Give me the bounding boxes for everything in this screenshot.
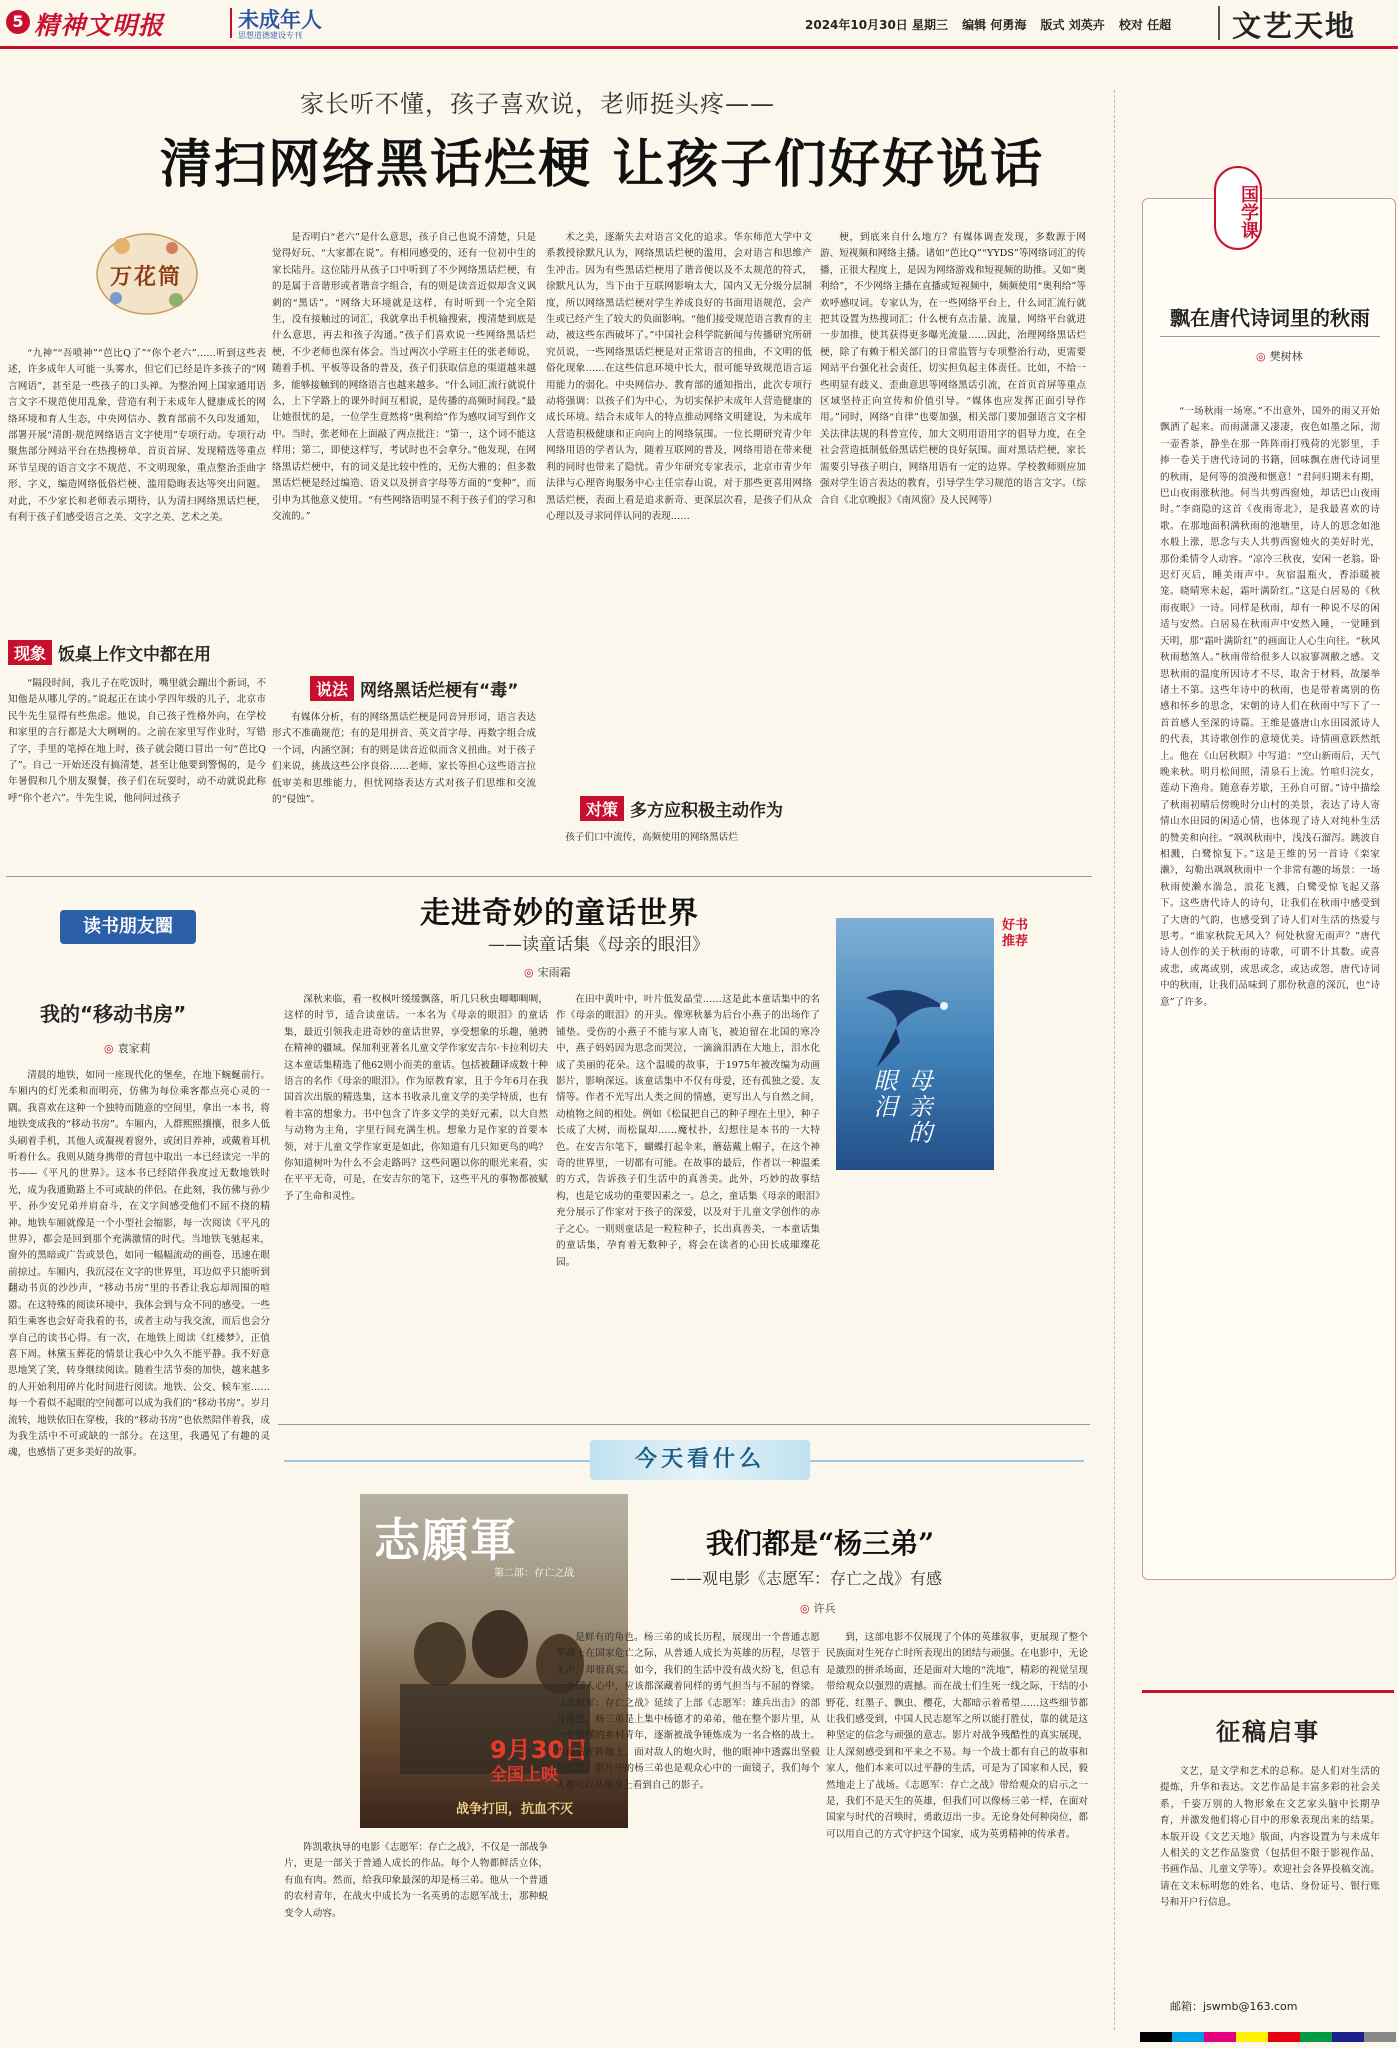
film-poster-slogan: 战争打回，抗血不灭 [456, 1802, 574, 1817]
supplement-name: 未成年人 [238, 8, 322, 32]
book-cover-image [836, 918, 994, 1170]
color-calibration-bar [1140, 2032, 1396, 2042]
lead-bottom-rule [6, 876, 1092, 877]
lead-col1: “九神”“吾喷神”“芭比Q了”“你个老六”……听到这些表述，许多成年人可能一头雾水，但它们已经是许多孩子的“网言网语”，甚至是一些孩子的口头禅。为整治网上国家通用语言文字不规范使用乱象，营造有利于未成年人健康成长的网络环境和育人生态，中央网信办、教育部前不久印发通知，部署开展“清朗·规范网络语言文字使用”专项行动。专项行动聚焦部分网站平台在热搜榜单、首页首屏、发现精选等重点环节呈现的语言文字不规范、不文明现象，重点整治歪曲字形、字义，编造网络低俗烂梗、滥用隐晦表达等突出问题。对此，不少家长和老师表示期待，认为清扫网络黑话烂梗，有利于孩子们感受语言之美、文字之美、艺术之美。 [8, 348, 266, 524]
lead-sub1 [8, 640, 266, 664]
book-recommend-tag [998, 918, 1032, 950]
film-banner: 今天看什么 [590, 1440, 810, 1480]
section-title: 文艺天地 [1232, 9, 1357, 43]
film-poster-date: 9月30日 [490, 1736, 589, 1764]
sub2-tag: 说法 [310, 676, 354, 701]
masthead-info [805, 16, 1171, 33]
film-subtitle: ——观电影《志愿军：存亡之战》有感 [670, 1569, 943, 1588]
masthead [0, 0, 1398, 46]
page-number-badge: 5 [6, 10, 30, 34]
contrib-body: 文艺，是文学和艺术的总称。是人们对生活的提炼，升华和表达。文艺作品是丰富多彩的社会关系，千姿万别的人物形象在文艺家头脑中长期孕育，并激发他们将心目中的形象表现出来的结果。本版开设《文艺天地》版面，内容设置为与未成年人相关的文艺作品鉴赏（包括但不限于影视作品、书画作品、儿童文学等）。欢迎社会各界投稿交流。请在文末标明您的姓名、电话、身份证号、银行账号和开户行信息。 [1160, 1766, 1380, 1909]
book-friend-label: 读书朋友圈 [60, 910, 196, 944]
contrib-title: 征稿启事 [1216, 1718, 1320, 1746]
film-byline: ◎ 许兵 [800, 1602, 836, 1615]
supplement-sub: 思想道德建设专刊 [238, 31, 302, 40]
fairy-rule [278, 1424, 1090, 1425]
kaleidoscope-column-text: 万花筒 [110, 264, 183, 290]
paper-name: 精神文明报 [34, 11, 165, 40]
film-title: 我们都是“杨三弟” [706, 1527, 935, 1560]
contrib-email-line [1170, 1998, 1297, 2014]
fairy-body-a: 深秋来临，看一枚枫叶缓缓飘落，听几只秋虫唧唧啁啁，这样的时节，适合读童话。一本名为《母亲的眼泪》的童话集，最近引领我走进奇妙的童话世界，享受想象的乐趣，驰骋在精神的疆域。保加利亚著名儿童文学作家安吉尔·卡拉利切夫这本童话集精选了他62则小而美的童话。包括被翻译成数十种语言的名作《母亲的眼泪》。作为原教育家，且于今年6月在我国首次出版的精选集，这本书收录儿童文学的美学特质，也有着丰富的想象力。书中包含了许多文学的美好元素，以大自然与动物为主角，字里行间充满生机。想象力是作家的首要本领，对于儿童文学作家更是如此，你知道有几只知更鸟的鸣？你知道树叶为什么不会走路吗？这些问题以你的眼光来看，实在平平无奇，可是，在安吉尔的笔下，这些平凡的事物都被赋予了生命和灵性。 [284, 994, 548, 1202]
lead-col2b: 有媒体分析，有的网络黑话烂梗是同音异形词，语言表达形式不准确规范；有的是用拼音、英文首字母、再数字组合成一个词，内涵空洞；有的则是读音近似而含义扭曲。对于孩子们来说，挑战这些公序良俗……老师、家长等担心这些语言拉低审美和思维能力，担忧网络表达方式对孩子们思维和交流的“侵蚀”。 [272, 712, 536, 806]
designer-credit: 版式 刘英卉 [1040, 18, 1105, 32]
film-body-right: 到，这部电影不仅展现了个体的英雄叙事，更展现了整个民族面对生死存亡时所表现出的团结与顽强。在电影中，无论是激烈的拼杀场面，还是面对大地的“洗地”，精彩的视觉呈现带给观众以强烈的震撼。而在战士们生死一线之际，干结的小野花、红墨子、飘虫、樱花，大都暗示着希望……这些细节都让我们感受到，中国人民志愿军之所以能打胜仗，靠的就是这种坚定的信念与顽强的意志。影片对战争残酷性的真实展现，让人深刻感受到和平来之不易。每一个战士都有自己的故事和家人，他们本来可以过平静的生活，可是为了国家和人民，毅然地走上了战场。《志愿军：存亡之战》带给观众的启示之一是，我们不是天生的英雄，但我们可以像杨三弟一样，在面对国家与时代的召唤时，勇敢迈出一步。无论身处何种岗位，都可以用自己的方式守护这个国家，成为英勇精神的传承者。 [826, 1632, 1088, 1840]
book-friend-body: 清晨的地铁，如同一座现代化的堡垒，在地下蜿蜒前行。车厢内的灯光柔和而明亮，仿佛为每位乘客都点亮心灵的一隅。我喜欢在这种一个独特而随意的空间里，拿出一本书，将地铁变成我的“移动书房”。车厢内，人群熙熙攘攘，很多人低头刷着手机，其他人或凝视着窗外，或闭目养神，或戴着耳机听着什么。我则从随身携带的背包中取出一本已经读完一半的书——《平凡的世界》。这本书已经陪伴我度过无数地铁时光，成为我通勤路上不可或缺的伴侣。在此刻，我仿佛与孙少平、孙少安兄弟并肩奋斗，在文字间感受他们不屈不挠的精神。地铁车厢就像是一个小型社会缩影，每一次阅读《平凡的世界》，都会是回到那个充满激情的时代。当地铁飞驰起来，窗外的黑暗或广告或景色，如同一幅幅流动的画卷，迅速在眼前掠过。车厢内，我沉浸在文字的世界里，耳边似乎只能听到翻动书页的沙沙声，“移动书房”里的书香让我忘却周围的喧嚣。在这特殊的阅读环境中，我体会到与众不同的感受。一些陌生乘客也会好奇我看的书，或者主动与我交流，而后也会分享自己的读书心得。有一次，在地铁上阅读《红楼梦》，正值喜下周。林黛玉葬花的情景让我心中久久不能平静。我不好意思地笑了笑，转身继续阅读。随着生活节奏的加快，越来越多的人开始利用碎片化时间进行阅读。地铁、公交、候车室……每一个看似不起眼的空间都可以成为我们的“移动书房”。岁月流转，地铁依旧在穿梭，我的“移动书房”也依然陪伴着我，成为我生活中不可或缺的一部分。在这里，我遇见了有趣的灵魂，也感悟了更多美好的故事。 [8, 1070, 270, 1459]
film-poster-date2: 全国上映 [490, 1765, 558, 1785]
issue-date: 2024年10月30日 星期三 [805, 18, 948, 32]
lead-col2: 是否明白“老六”是什么意思，孩子自己也说不清楚，只是觉得好玩、“大家都在说”。有相同感受的，还有一位初中生的家长陆丹。这位陆丹从孩子口中听到了不少网络黑话烂梗，有的是属于音谐形或者谐音字组合，有的则是读音近似却含义讽刺的“黑话”。“网络大环境就是这样，有时听到一个完全陌生，没有接触过的词汇，我就拿出手机输搜索，搜清楚到底是什么意思，再去和孩子沟通。”孩子们喜欢说一些网络黑话烂梗，不少老师也深有体会。当过两次小学班主任的张老师说，随着手机、平板等设备的普及，孩子们获取信息的渠道越来越多，能够接触到的网络语言也越来越多。“什么词汇流行就说什么，上下学路上的课外时间互相说，是传播的高频时间段。”最让她很忧的是，一位学生竟然将“奥利给”作为感叹词写到作文中。当时，张老师在上面敲了两点批注：“第一，这个词不能这样用；第二，即使这样写，考试时也不会拿分。”他发现，在网络黑话烂梗中，有的词义是比较中性的，无伤大雅的；但多数黑话烂梗是经过编造、语义以及拼音字母等方面的“变种”，而引申为其他意义使用。“有些网络语明显不利于孩子们的学习和交流的。” [272, 232, 536, 522]
sub2-text: 网络黑话烂梗有“毒” [360, 680, 519, 701]
book-friend-byline: ◎ 袁家莉 [104, 1042, 151, 1055]
sub1-text: 饭桌上作文中都在用 [58, 644, 212, 665]
culture-title: 飘在唐代诗词里的秋雨 [1170, 306, 1370, 330]
masthead-rule [0, 46, 1398, 49]
film-poster-sub: 第二部：存亡之战 [494, 1568, 574, 1579]
culture-label-badge: 国学课 [1214, 166, 1262, 250]
book-recommend-line2: 推荐 [1001, 934, 1028, 949]
sub1-tag: 现象 [8, 640, 52, 665]
lead-kicker: 家长听不懂，孩子喜欢说，老师挺头疼—— [300, 90, 775, 118]
culture-title-rule [1160, 336, 1380, 337]
lead-sub2 [310, 676, 530, 700]
sub3-tag: 对策 [580, 796, 624, 821]
fairy-subtitle: ——读童话集《母亲的眼泪》 [488, 935, 709, 955]
film-poster-title: 志願軍 [374, 1513, 518, 1567]
film-body-left: 阵凯歌执导的电影《志愿军：存亡之战》，不仅是一部战争片，更是一部关于普通人成长的作品。每个人物都鲜活立体，有血有肉。然而，给我印象最深的却是杨三弟。他从一个普通的农村青年，在战火中成长为一名英勇的志愿军战士，那种蜕变令人动容。 [284, 1842, 548, 1919]
book-cover-title: 母亲的眼泪 [869, 1068, 932, 1146]
film-body-mid: 是鲜有的角色。杨三弟的成长历程，展现出一个普通志愿军战士在国家危亡之际，从普通人成长为英雄的历程，尽管于无声，却很真实。如今，我们的生活中没有战火纷飞，但总有一个国人心中，应该都深藏着同样的勇气担当与不屈的脊梁。《志愿军：存亡之战》延续了上部《志愿军：雄兵出击》的部分角色，杨三弟是上集中杨德才的弟弟，他在整个影片里，从一个懵懂的乡村青年，逐渐被战争锤炼成为一名合格的战士。当他站在阵地上，面对敌人的炮火时，他的眼神中透露出坚毅与无畏。影片中的杨三弟也是观众心中的一面镜子，我们每个人都可以从他身上看到自己的影子。 [556, 1632, 820, 1791]
culture-byline: ◎ 樊树林 [1256, 350, 1303, 363]
lead-col3: 术之美，逐渐失去对语言文化的追求。华东师范大学中文系教授徐默凡认为，网络黑话烂梗的滥用，会对语言和思维产生冲击。因为有些黑话烂梗用了谐音便以及不太规范的符式，徐默凡认为，当下由于互联网影响太大，国内又无分级分层制度，所以网络黑话烂梗对学生养成良好的书面用语规范，会产生或已经产生了较大的负面影响。“他们接受规范语言教育的主动，被这些东西破坏了。”中国社会科学院新闻与传播研究所研究员说，一些网络黑话烂梗是对正常语言的扭曲，不文明的低俗化现象……在这些信息环境中长大，很可能导致规范语言运用能力的弱化。中央网信办、教育部的通知指出，此次专项行动将强调：以孩子们为中心，为切实保护未成年人营造健康的成长环境。结合未成年人的特点推动网络文明建设，为未成年人营造积极健康和正向向上的网络氛围。一位长期研究青少年网络用语的学者认为，随着互联网的普及，网络用语在带来便利的同时也带来了隐忧。青少年研究专家表示，北京市青少年法律与心理咨询服务中心主任宗春山说，对于那些更喜用网络黑话烂梗，表面上看是追求新奇、更深层次看，是孩子们从众心理以及寻求同伴认同的表现…… [546, 232, 812, 522]
fairy-body-b: 在田中黄叶中，叶片低发晶莹……这是此本童话集中的名作《母亲的眼泪》的开头。像寒秋暴为后台小燕子的出场作了铺垫。受伤的小燕子不能与家人南飞，被迫留在北国的寒冷中，燕子妈妈因为思念而哭泣，一滴滴泪洒在大地上，泪水化成了美丽的花朵。这个温暖的故事，于1975年被改编为动画影片，影响深远。该童话集中不仅有母爱，还有孤独之爱、友情等。作者不光写出人类之间的情感，更写出人与自然之间，动植物之间的相处。例如《松鼠把自己的种子埋在土里》，种子长成了大树，而松鼠却……魔杖扑，幻想往是本书的一大特色。在安吉尔笔下，蝴蝶打起伞来，蘑菇戴上帽子，在这个神奇的世界里，一切都有可能。在故事的最后，作者以一种温柔的方式，告诉孩子们生活中的真善美。此外，巧妙的故事结构，也是它成功的重要因素之一。总之，童话集《母亲的眼泪》充分展示了作家对于孩子的深爱，以及对于儿童文学创作的赤子之心。一则则童话是一粒粒种子，长出真善美，一本童话集的童话集，孕育着无数种子，将会在读者的心田长成璀璨花园。 [556, 994, 820, 1268]
proofreader-credit: 校对 任超 [1118, 18, 1172, 32]
fairy-byline: ◎ 宋雨霜 [524, 966, 571, 979]
email-address[interactable]: jswmb@163.com [1203, 2000, 1298, 2013]
book-recommend-line1: 好书 [1001, 918, 1028, 933]
culture-body: “一场秋雨一场寒。”不出意外，国外的雨又开始飘洒了起来。而雨潇潇又凄凄，夜色如墨之际，沏一壶香茶，静坐在那一阵阵雨打残荷的光影里，手捧一卷关于唐代诗词的书籍，回味飘在唐代诗词里的秋雨，是何等的浪漫和惬意！“君问归期未有期，巴山夜雨涨秋池。何当共剪西窗烛，却话巴山夜雨时。”李商隐的这首《夜雨寄北》，是我最喜欢的诗歌。在那地面积满秋雨的池塘里，诗人的思念如池水般上涨，思念与夫人共剪西窗烛火的美好时光，那份柔情令人动容。“凉冷三秋夜，安闲一老翁。卧迟灯灭后，睡美雨声中。灰宿温瓶火，香添暖被笼。晓晴寒未起，霜叶满阶红。”这是白居易的《秋雨夜眠》一诗。同样是秋雨，却有一种说不尽的闲适与安然。白居易在秋雨声中安然入睡，一觉睡到天明，那“霜叶满阶红”的画面让人心生向往。“秋风秋雨愁煞人。”秋雨带给很多人以寂寥凋敝之感。文思秋雨的温度所因诗才不尽，取舍于材料，故屡举诸土不第。这些年诗中的秋雨，也是带着离别的伤感和怀乡的思念，宋朝的诗人们在秋雨中写下了一首首感人至深的诗篇。王维是盛唐山水田园派诗人的代表，其诗歌创作的意境优美。诗情画意跃然纸上。他在《山居秋暝》中写道：“空山新雨后，天气晚来秋。明月松间照，清泉石上流。竹喧归浣女，莲动下渔舟。随意春芳歇，王孙自可留。”诗中描绘了秋雨初晴后傍晚时分山村的美景，表达了诗人寄情山水田园的闲适心情，也体现了诗人对纯朴生活的赞美和向往。“飒飒秋雨中，浅浅石溜泻。跳波自相溅，白鹭惊复下。”这是王维的另一首诗《栾家濑》，勾勒出飒飒秋雨中一个非常有趣的场景：一场秋雨使濑水湍急，浪花飞溅，白鹭受惊飞起又落下。这些唐代诗人的诗句，让我们在秋雨中感受到了大唐的气韵，也感受到了诗人们对生活的热爱与思考。“谁家秋院无风入？何处秋窗无雨声？”唐代诗人创作的关于秋雨的诗歌，可谓不计其数。或喜或悲，或离或别，或思或念，或达或怨，唐代诗词中的秋雨，让我们品味到了那份秋意的深沉，也“诗意”了许多。 [1160, 406, 1380, 1008]
book-friend-title: 我的“移动书房” [40, 1002, 187, 1026]
sub3-text: 多方应积极主动作为 [630, 800, 784, 821]
email-label: 邮箱： [1170, 2000, 1203, 2013]
lead-col4: 梗，到底来自什么地方？有媒体调查发现，多数源于网游、短视频和网络主播。诸如“芭比Q”“YYDS”等网络词汇的传播，正很大程度上，是因为网络游戏和短视频的助推。又如“奥利给”，不少网络主播在直播或短视频中，频频使用“奥利给”等欢呼感叹词。专家认为，在一些网络平台上，什么词汇流行就把其设置为热搜词汇；什么梗有点击量、流量，网络平台就进一步加推，使其获得更多曝光流量……因此，治理网络黑话烂梗，除了有赖于相关部门的日常监管与专项整治行动，更需要网站平台强化社会责任，切实担负起主体责任。比如，不给一些明显有歧义、歪曲意思等网络黑话引流，在首页首屏等重点区域坚持正向宣传和价值引导。“媒体也应发挥正面引导作用。”同时，网络“自律”也要加强，相关部门要加强语言文字相关法律法规的科普宣传，加大文明用语用字的倡导力度，在全社会营造抵制低俗黑话烂梗的良好氛围。面对黑话烂梗，家长需要引导孩子明白，网络用语有一定的边界。学校教师则应加强对学生语言表达的教育，引导学生学习规范的语言文字。（综合自《北京晚报》《南风窗》及人民网等） [820, 232, 1086, 506]
column-separator [1114, 90, 1115, 2030]
editor-credit: 编辑 何勇海 [962, 18, 1027, 32]
lead-col3b: 孩子们口中流传，高频使用的网络黑话烂 [565, 832, 738, 843]
supplement-divider [230, 8, 232, 38]
lead-sub3 [580, 796, 800, 820]
section-divider [1218, 6, 1220, 40]
kaleidoscope-column-logo [92, 226, 202, 322]
lead-col1b: “隔段时间，我儿子在吃饭时，嘴里就会蹦出个新词，不知他是从哪儿学的。”说起正在读小学四年级的儿子，北京市民牛先生显得有些焦虑。他说，自己孩子性格外向，在学校和家里的言行都是大大咧咧的。之前在家里写作业时，写错了字，手里的笔掉在地上时，孩子就会随口冒出一句“芭比Q了”。自己一开始还没有搞清楚，甚至让他要到警惕的，是今年暑假和几个朋友聚餐，孩子们在玩耍时，动不动就说此称呼“你个老六”。牛先生说，他问问过孩子 [8, 678, 266, 804]
lead-headline: 清扫网络黑话烂梗 让孩子们好好说话 [160, 134, 1045, 195]
fairy-title: 走进奇妙的童话世界 [420, 896, 699, 931]
